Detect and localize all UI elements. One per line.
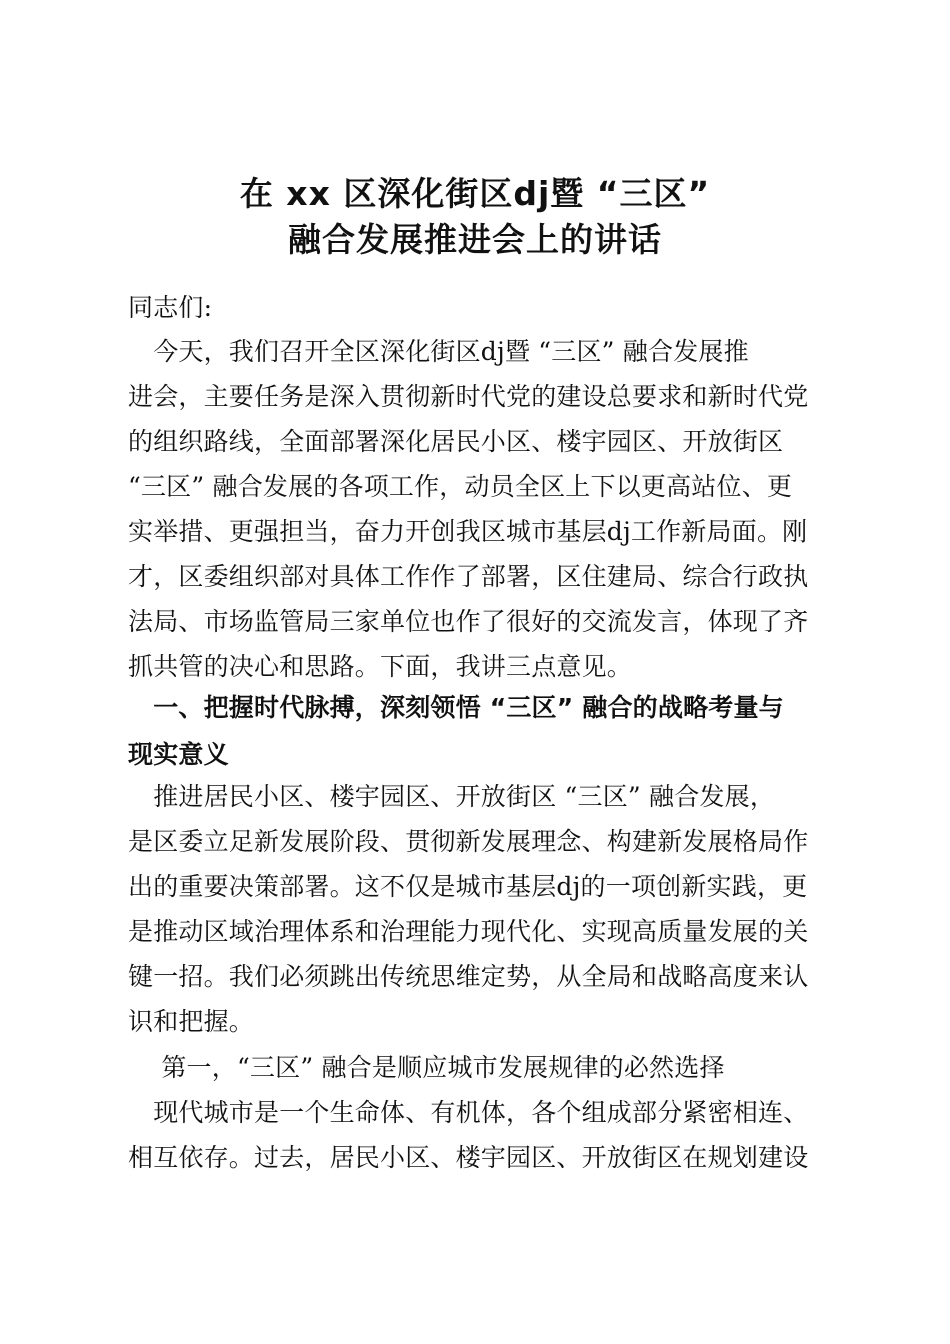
- para2-line: 出的重要决策部署。这不仅是城市基层dj的一项创新实践，更: [128, 872, 808, 901]
- title-line-2: 融合发展推进会上的讲话: [288, 220, 662, 259]
- section-heading-1: 一、把握时代脉搏，深刻领悟 “三区” 融合的战略考量与: [128, 693, 784, 722]
- para1-line: 今天，我们召开全区深化街区dj暨 “三区” 融合发展推: [128, 337, 749, 366]
- para1-line: “三区” 融合发展的各项工作，动员全区上下以更高站位、更: [128, 472, 793, 501]
- para2-line: 是推动区域治理体系和治理能力现代化、实现高质量发展的关: [128, 917, 809, 946]
- para1-line: 抓共管的决心和思路。下面，我讲三点意见。: [128, 652, 633, 681]
- para3-line: 现代城市是一个生命体、有机体，各个组成部分紧密相连、: [128, 1098, 809, 1127]
- title-line-1: 在 xx 区深化街区dj暨 “三区”: [239, 174, 711, 213]
- salutation: 同志们:: [128, 293, 213, 322]
- para1-line: 实举措、更强担当，奋力开创我区城市基层dj工作新局面。刚: [128, 517, 808, 546]
- para2-line: 键一招。我们必须跳出传统思维定势，从全局和战略高度来认: [128, 962, 809, 991]
- para2-line: 推进居民小区、楼宇园区、开放街区 “三区” 融合发展，: [128, 782, 776, 811]
- para2-line: 是区委立足新发展阶段、贯彻新发展理念、构建新发展格局作: [128, 827, 809, 856]
- para2-line: 识和把握。: [128, 1007, 255, 1036]
- para1-line: 法局、市场监管局三家单位也作了很好的交流发言，体现了齐: [128, 607, 809, 636]
- para1-line: 进会，主要任务是深入贯彻新时代党的建设总要求和新时代党: [128, 382, 809, 411]
- para1-line: 的组织路线，全面部署深化居民小区、楼宇园区、开放街区: [128, 427, 784, 456]
- para1-line: 才，区委组织部对具体工作作了部署，区住建局、综合行政执: [128, 562, 809, 591]
- subheading-1: 第一，“三区” 融合是顺应城市发展规律的必然选择: [128, 1053, 725, 1082]
- section-heading-1-cont: 现实意义: [128, 740, 229, 769]
- para3-line: 相互依存。过去，居民小区、楼宇园区、开放街区在规划建设: [128, 1143, 809, 1172]
